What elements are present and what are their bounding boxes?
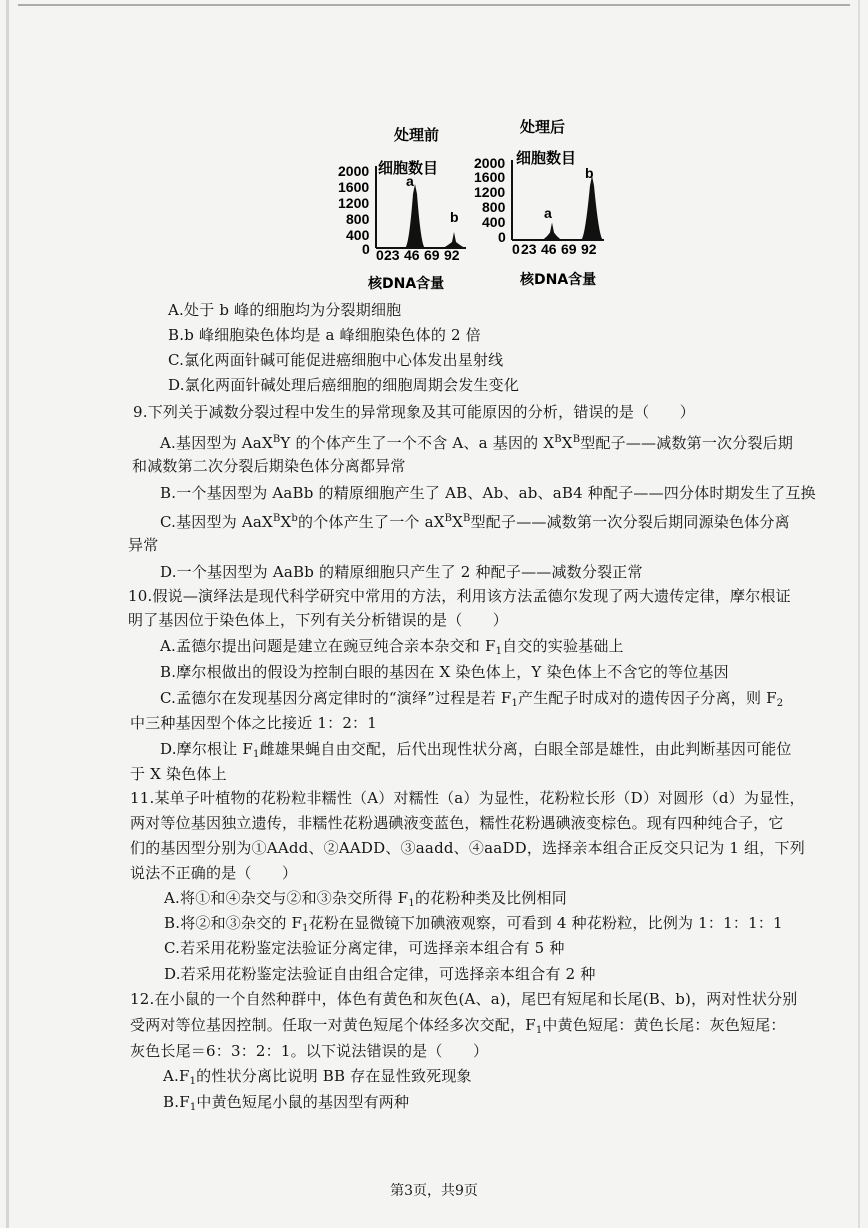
- ytick: 1600: [338, 179, 370, 195]
- ytick: 1200: [338, 195, 370, 211]
- text-run: C.孟德尔在发现基因分离定律时的“演绎”过程是若 F: [160, 689, 512, 707]
- peak-a-label: a: [544, 205, 552, 221]
- q12-option-a: [163, 1066, 472, 1092]
- chart-before: [336, 118, 486, 297]
- q8-option-a: A.处于 b 峰的细胞均为分裂期细胞: [168, 301, 402, 319]
- scan-left-edge: [6, 0, 9, 1228]
- y-ticks: [338, 163, 370, 257]
- subscript: 1: [495, 646, 503, 657]
- q11-stem-line3: 们的基因型分别为①AAdd、②AADD、③aadd、④aaDD，选择亲本组合正反交只记为 1 组，下列: [130, 839, 805, 857]
- text-run: 的个体产生了一个 aX: [298, 513, 445, 531]
- chart-before-svg: [336, 118, 486, 293]
- xtick: 0: [376, 247, 384, 263]
- text-run: X: [280, 513, 292, 531]
- q10-stem-line1: 10.假说—演绎法是现代科学研究中常用的方法，利用该方法孟德尔发现了两大遗传定律，摩尔根证: [128, 587, 791, 605]
- text-run: 花粉在显微镜下加碘液观察，可看到 4 种花粉粒，比例为 1：1：1：1: [308, 914, 783, 932]
- x-ticks: [376, 247, 460, 263]
- q12-stem-line2: [130, 1015, 786, 1041]
- ytick: 1600: [474, 169, 506, 185]
- superscript: B: [444, 513, 453, 524]
- q12-stem-line3: 灰色长尾＝6：3：2：1。以下说法错误的是（ ）: [130, 1042, 489, 1060]
- x-ticks: [512, 241, 597, 257]
- peak-b-area: [581, 176, 603, 240]
- q11-option-a: [164, 888, 567, 914]
- text-run: 型配子——减数第一次分裂后期: [580, 434, 794, 452]
- q10-stem-line2: 明了基因位于染色体上，下列有关分析错误的是（ ）: [128, 611, 509, 629]
- ytick: 800: [346, 211, 370, 227]
- subscript: 2: [776, 698, 784, 709]
- q10-option-b: B.摩尔根做出的假设为控制白眼的基因在 X 染色体上，Y 染色体上不含它的等位基因: [160, 663, 729, 681]
- q11-option-c: C.若采用花粉鉴定法验证分离定律，可选择亲本组合有 5 种: [164, 939, 565, 957]
- ytick: 400: [482, 214, 506, 230]
- xtick: 92: [444, 247, 460, 263]
- chart-title: 处理前: [394, 126, 440, 144]
- xtick: 69: [561, 241, 577, 257]
- text-run: D.摩尔根让 F: [160, 740, 254, 758]
- subscript: 1: [189, 1076, 197, 1087]
- subscript: 1: [408, 898, 415, 909]
- scan-top-edge: [18, 4, 850, 6]
- ytick: 0: [498, 229, 506, 245]
- page-footer: 第3页，共9页: [390, 1183, 478, 1199]
- subscript: 1: [302, 923, 309, 934]
- xtick: 69: [424, 247, 440, 263]
- subscript: 1: [535, 1025, 543, 1036]
- q8-option-d: D.氯化两面针碱处理后癌细胞的细胞周期会发生变化: [168, 376, 520, 394]
- text-run: X: [452, 513, 464, 531]
- xtick: 0: [512, 241, 520, 257]
- xtick: 46: [541, 241, 557, 257]
- subscript: 1: [253, 749, 260, 760]
- text-run: B.F: [163, 1093, 190, 1111]
- peak-b-area: [443, 232, 465, 248]
- q8-option-c: C.氯化两面针碱可能促进癌细胞中心体发出星射线: [168, 351, 504, 369]
- q11-option-b: [164, 913, 783, 939]
- superscript: B: [272, 513, 281, 524]
- q11-stem-line1: 11.某单子叶植物的花粉粒非糯性（A）对糯性（a）为显性，花粉粒长形（D）对圆形（d）为显性，: [130, 789, 805, 807]
- text-run: 中黄色短尾小鼠的基因型有两种: [196, 1093, 410, 1111]
- q8-option-b: B.b 峰细胞染色体均是 a 峰细胞染色体的 2 倍: [168, 326, 481, 344]
- ytick: 0: [362, 241, 370, 257]
- peak-a-label: a: [406, 173, 414, 189]
- xtick: 23: [384, 247, 400, 263]
- superscript: B: [572, 434, 581, 445]
- xtick: 23: [521, 241, 537, 257]
- superscript: B: [463, 513, 471, 524]
- ytick: 400: [346, 227, 370, 243]
- q11-stem-line2: 两对等位基因独立遗传，非糯性花粉遇碘液变蓝色，糯性花粉遇碘液变棕色。现有四种纯合子，它: [130, 814, 784, 832]
- text-run: Y 的个体产生了一个不含 A、a 基因的 X: [280, 434, 555, 452]
- q9-option-a: [160, 430, 793, 453]
- ytick: 800: [482, 199, 506, 215]
- ytick: 1200: [474, 184, 506, 200]
- text-run: B.将②和③杂交的 F: [164, 914, 303, 932]
- q11-stem-line4: 说法不正确的是（ ）: [130, 864, 298, 882]
- chart-after-svg: [472, 118, 622, 293]
- text-run: 的性状分离比说明 BB 存在显性致死现象: [196, 1067, 472, 1085]
- q9-option-c-cont: 异常: [128, 536, 159, 554]
- q9-option-a-cont: 和减数第二次分裂后期染色体分离都异常: [132, 457, 406, 475]
- text-run: A.基因型为 AaX: [160, 434, 273, 452]
- q10-option-c: [160, 688, 783, 714]
- text-run: A.孟德尔提出问题是建立在豌豆纯合亲本杂交和 F: [160, 637, 496, 655]
- xtick: 46: [404, 247, 420, 263]
- superscript: b: [291, 513, 298, 524]
- ytick: 2000: [474, 155, 506, 171]
- text-run: 产生配子时成对的遗传因子分离，则 F: [518, 689, 777, 707]
- ytick: 2000: [338, 163, 370, 179]
- text-run: 中黄色短尾：黄色长尾：灰色短尾：: [542, 1016, 786, 1034]
- chart-ylabel: 细胞数目: [516, 149, 577, 167]
- text-run: 雌雄果蝇自由交配，后代出现性状分离，白眼全部是雄性，由此判断基因可能位: [259, 740, 792, 758]
- q12-option-b: [163, 1092, 409, 1118]
- q10-option-c-cont: 中三种基因型个体之比接近 1：2：1: [130, 714, 377, 732]
- chart-ylabel: 细胞数目: [378, 159, 439, 177]
- text-run: X: [561, 434, 573, 452]
- peak-b-label: b: [585, 165, 594, 181]
- q10-option-d-cont: 于 X 染色体上: [130, 765, 227, 783]
- chart-xlabel: 核DNA含量: [520, 272, 597, 288]
- text-run: 型配子——减数第一次分裂后期同源染色体分离: [470, 513, 790, 531]
- y-ticks: [474, 155, 506, 245]
- q11-option-d: D.若采用花粉鉴定法验证自由组合定律，可选择亲本组合有 2 种: [164, 965, 596, 983]
- q9-option-d: D.一个基因型为 AaBb 的精原细胞只产生了 2 种配子——减数分裂正常: [160, 563, 643, 581]
- superscript: B: [554, 434, 562, 445]
- text-run: A.将①和④杂交与②和③杂交所得 F: [164, 889, 409, 907]
- q10-option-a: [160, 636, 624, 662]
- text-run: 的花粉种类及比例相同: [414, 889, 567, 907]
- chart-after: [472, 118, 622, 297]
- text-run: A.F: [163, 1067, 190, 1085]
- peak-b-label: b: [450, 209, 459, 225]
- chart-xlabel: 核DNA含量: [368, 276, 445, 292]
- q9-option-c: [160, 509, 790, 532]
- q9-stem: 9.下列关于减数分裂过程中发生的异常现象及其可能原因的分析，错误的是（ ）: [133, 403, 695, 421]
- peak-a-area: [542, 222, 562, 240]
- chart-title: 处理后: [520, 118, 566, 136]
- q10-option-d: [160, 739, 792, 765]
- xtick: 92: [581, 241, 597, 257]
- text-run: 自交的实验基础上: [502, 637, 624, 655]
- subscript: 1: [189, 1102, 197, 1113]
- q12-stem-line1: 12.在小鼠的一个自然种群中，体色有黄色和灰色(A、a)，尾巴有短尾和长尾(B、b)，两对性状分别: [130, 990, 798, 1008]
- subscript: 1: [511, 698, 518, 709]
- text-run: C.基因型为 AaX: [160, 513, 273, 531]
- q9-option-b: B.一个基因型为 AaBb 的精原细胞产生了 AB、Ab、ab、aB4 种配子——四分体时期发生了互换: [160, 484, 816, 502]
- superscript: B: [272, 434, 281, 445]
- peak-a-area: [405, 184, 425, 248]
- text-run: 受两对等位基因控制。任取一对黄色短尾个体经多次交配，F: [130, 1016, 536, 1034]
- scan-right-edge: [858, 0, 860, 1228]
